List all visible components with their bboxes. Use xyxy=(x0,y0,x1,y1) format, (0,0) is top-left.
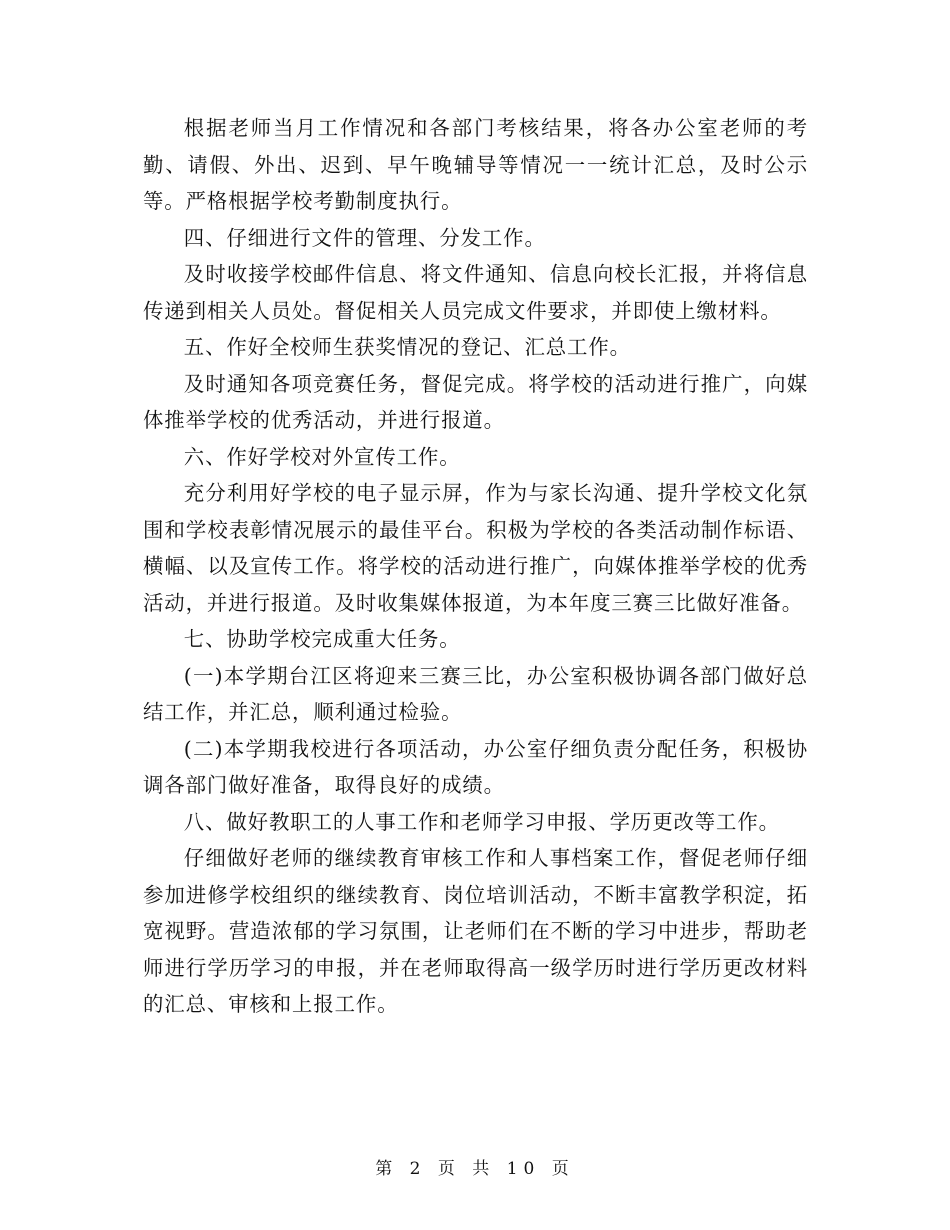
paragraph-file-management: 及时收接学校邮件信息、将文件通知、信息向校长汇报，并将信息传递到相关人员处。督促相关人员完成文件要求，并即使上缴材料。 xyxy=(143,262,808,323)
page-number-footer: 第 2 页 共 10 页 xyxy=(375,1159,575,1179)
paragraph-publicity-work: 充分利用好学校的电子显示屏，作为与家长沟通、提升学校文化氛围和学校表彰情况展示的最佳平台。积极为学校的各类活动制作标语、横幅、以及宣传工作。将学校的活动进行推广，向媒体推举学校的优秀活动，并进行报道。及时收集媒体报道，为本年度三赛三比做好准备。 xyxy=(143,481,808,615)
paragraph-task-2: (二)本学期我校进行各项活动，办公室仔细负责分配任务，积极协调各部门做好准备，取得良好的成绩。 xyxy=(143,736,808,797)
heading-section-8: 八、做好教职工的人事工作和老师学习申报、学历更改等工作。 xyxy=(183,809,780,834)
heading-section-4: 四、仔细进行文件的管理、分发工作。 xyxy=(183,225,546,250)
paragraph-awards-registration: 及时通知各项竞赛任务，督促完成。将学校的活动进行推广，向媒体推举学校的优秀活动，并进行报道。 xyxy=(143,371,808,432)
paragraph-task-1: (一)本学期台江区将迎来三赛三比，办公室积极协调各部门做好总结工作，并汇总，顺利通过检验。 xyxy=(143,663,808,724)
heading-section-7: 七、协助学校完成重大任务。 xyxy=(183,627,461,651)
paragraph-personnel-work: 仔细做好老师的继续教育审核工作和人事档案工作，督促老师仔细参加进修学校组织的继续教育、岗位培训活动，不断丰富教学积淀，拓宽视野。营造浓郁的学习氛围，让老师们在不断的学习中进步，帮助老师进行学历学习的申报，并在老师取得高一级学历时进行学历更改材料的汇总、审核和上报工作。 xyxy=(143,846,808,1016)
heading-section-5: 五、作好全校师生获奖情况的登记、汇总工作。 xyxy=(183,335,631,359)
document-body xyxy=(143,110,808,1023)
heading-section-6: 六、作好学校对外宣传工作。 xyxy=(183,444,461,469)
paragraph-attendance-summary: 根据老师当月工作情况和各部门考核结果，将各办公室老师的考勤、请假、外出、迟到、早午晚辅导等情况一一统计汇总，及时公示等。严格根据学校考勤制度执行。 xyxy=(143,116,808,213)
